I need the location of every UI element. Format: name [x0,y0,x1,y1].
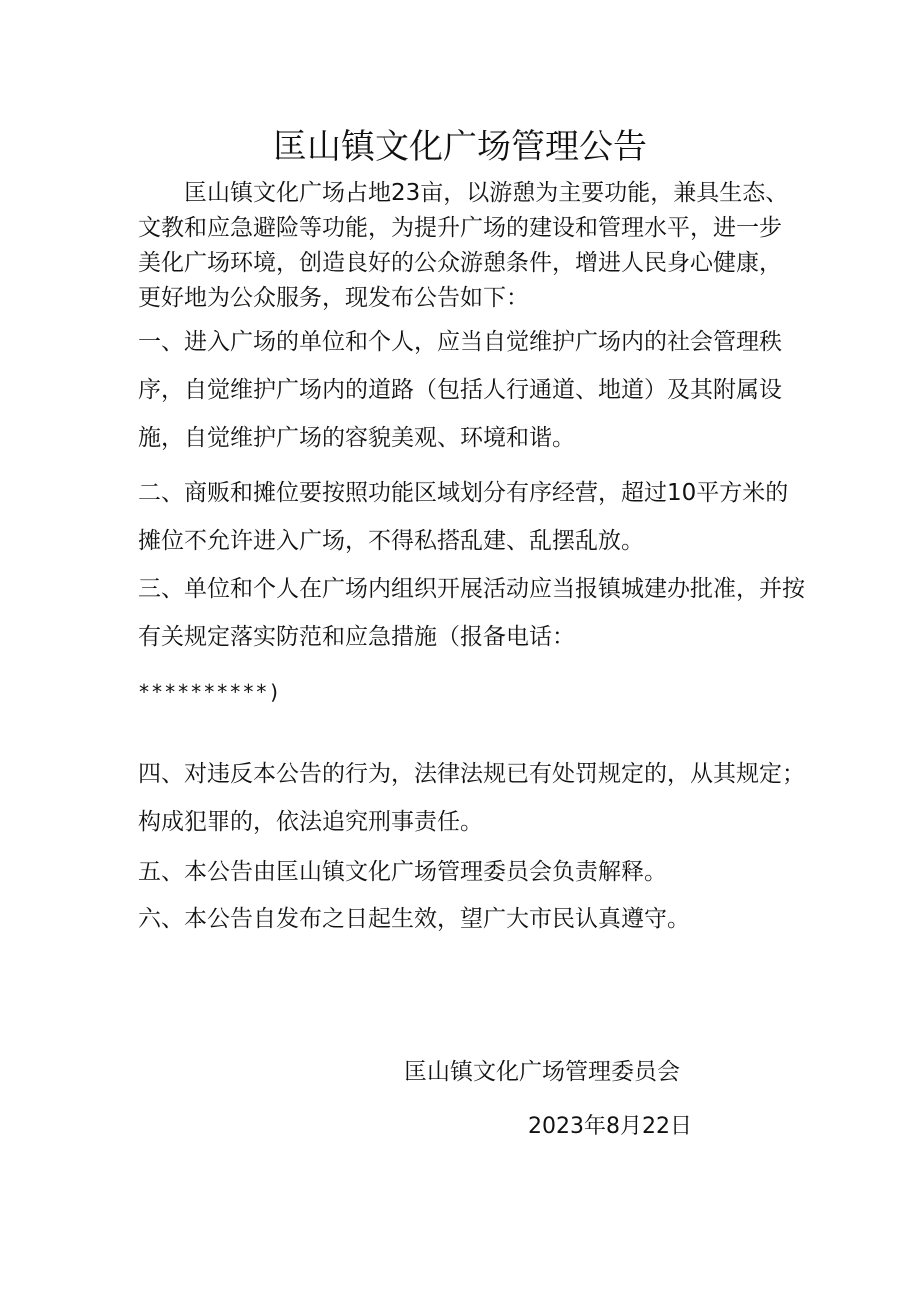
clause-1: 一、进入广场的单位和个人，应当自觉维护广场内的社会管理秩序，自觉维护广场内的道路（包括人行通道、地道）及其附属设施，自觉维护广场的容貌美观、环境和谐。 [138,329,782,451]
clause-3: 三、单位和个人在广场内组织开展活动应当报镇城建办批准，并按有关规定落实防范和应急措施（报备电话： [138,576,805,650]
clause-4: 四、对违反本公告的行为，法律法规已有处罚规定的，从其规定；构成犯罪的，依法追究刑事责任。 [138,761,805,835]
clause-2: 二、商贩和摊位要按照功能区域划分有序经营，超过10平方米的摊位不允许进入广场，不得私搭乱建、乱摆乱放。 [138,480,789,554]
intro-paragraph: 匡山镇文化广场占地23亩，以游憩为主要功能，兼具生态、文教和应急避险等功能，为提升广场的建设和管理水平，进一步美化广场环境，创造良好的公众游憩条件，增进人民身心健康，更好地为公众服务，现发布公告如下： [138,180,789,311]
clause-5: 五、本公告由匡山镇文化广场管理委员会负责解释。 [138,859,667,885]
clause-3-phone: **********) [138,680,282,704]
signature-date: 2023年8月22日 [528,1114,692,1139]
signature-organization: 匡山镇文化广场管理委员会 [404,1059,680,1085]
clause-6: 六、本公告自发布之日起生效，望广大市民认真遵守。 [138,906,690,932]
document-title: 匡山镇文化广场管理公告 [273,127,647,167]
